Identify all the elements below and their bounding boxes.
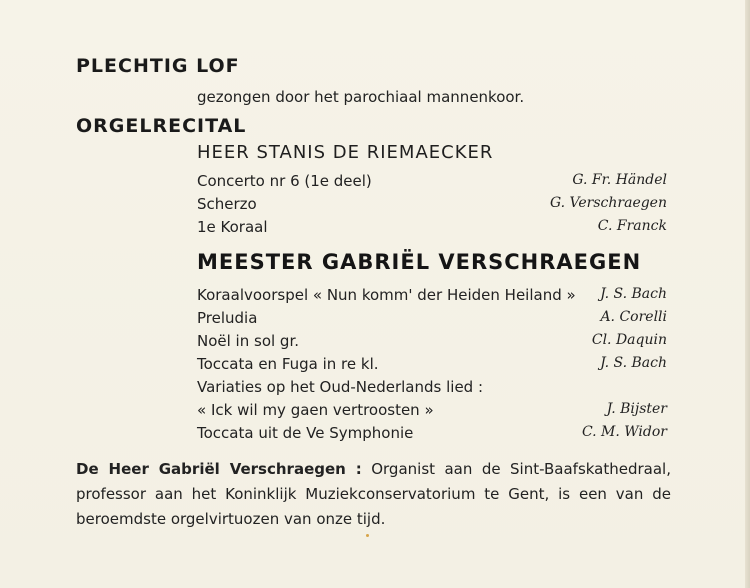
program-row	[197, 355, 667, 377]
program-row	[197, 424, 667, 446]
piece-title: Variaties op het Oud-Nederlands lied :	[197, 378, 484, 396]
composer-name: J. Bijster	[606, 401, 667, 417]
composer-name: Cl. Daquin	[591, 332, 667, 348]
piece-title: Concerto nr 6 (1e deel)	[197, 172, 372, 190]
composer-name: J. S. Bach	[600, 355, 667, 371]
composer-name: C. Franck	[597, 218, 667, 234]
choir-subline: gezongen door het parochiaal mannenkoor.	[197, 88, 525, 106]
bio-line-2: professor aan het Koninklijk Muziekconservatorium te Gent, is een van de	[76, 485, 671, 503]
program-row	[197, 332, 667, 354]
composer-name: A. Corelli	[600, 309, 667, 325]
bio-line-1-rest: Organist aan de Sint-Baafskathedraal,	[371, 460, 671, 478]
program-row	[197, 401, 667, 423]
program-row	[197, 378, 667, 400]
bio-line-3: beroemdste orgelvirtuozen van onze tijd.	[76, 510, 386, 528]
biography-paragraph	[76, 457, 671, 532]
heading-plechtig-lof: PLECHTIG LOF	[76, 55, 240, 77]
bio-lead: De Heer Gabriël Verschraegen :	[76, 460, 362, 478]
piece-title: Koraalvoorspel « Nun komm' der Heiden Heiland »	[197, 286, 576, 304]
heading-orgelrecital: ORGELRECITAL	[76, 115, 247, 137]
composer-name: C. M. Widor	[581, 424, 667, 440]
program-row	[197, 195, 667, 217]
piece-title: « Ick wil my gaen vertroosten »	[197, 401, 434, 419]
performer-verschraegen: MEESTER GABRIËL VERSCHRAEGEN	[197, 250, 642, 274]
page-edge	[745, 0, 750, 588]
program-row	[197, 172, 667, 194]
performer-riemaecker: HEER STANIS DE RIEMAECKER	[197, 142, 494, 163]
piece-title: Scherzo	[197, 195, 257, 213]
composer-name: J. S. Bach	[600, 286, 667, 302]
bio-line-1	[76, 457, 671, 482]
piece-title: Toccata en Fuga in re kl.	[197, 355, 379, 373]
piece-title: Toccata uit de Ve Symphonie	[197, 424, 414, 442]
piece-title: Noël in sol gr.	[197, 332, 300, 350]
composer-name: G. Fr. Händel	[572, 172, 667, 188]
piece-title: 1e Koraal	[197, 218, 268, 236]
program-row	[197, 286, 667, 308]
piece-title: Preludia	[197, 309, 258, 327]
ink-speck	[366, 534, 369, 537]
program-row	[197, 309, 667, 331]
composer-name: G. Verschraegen	[549, 195, 667, 211]
program-row	[197, 218, 667, 240]
